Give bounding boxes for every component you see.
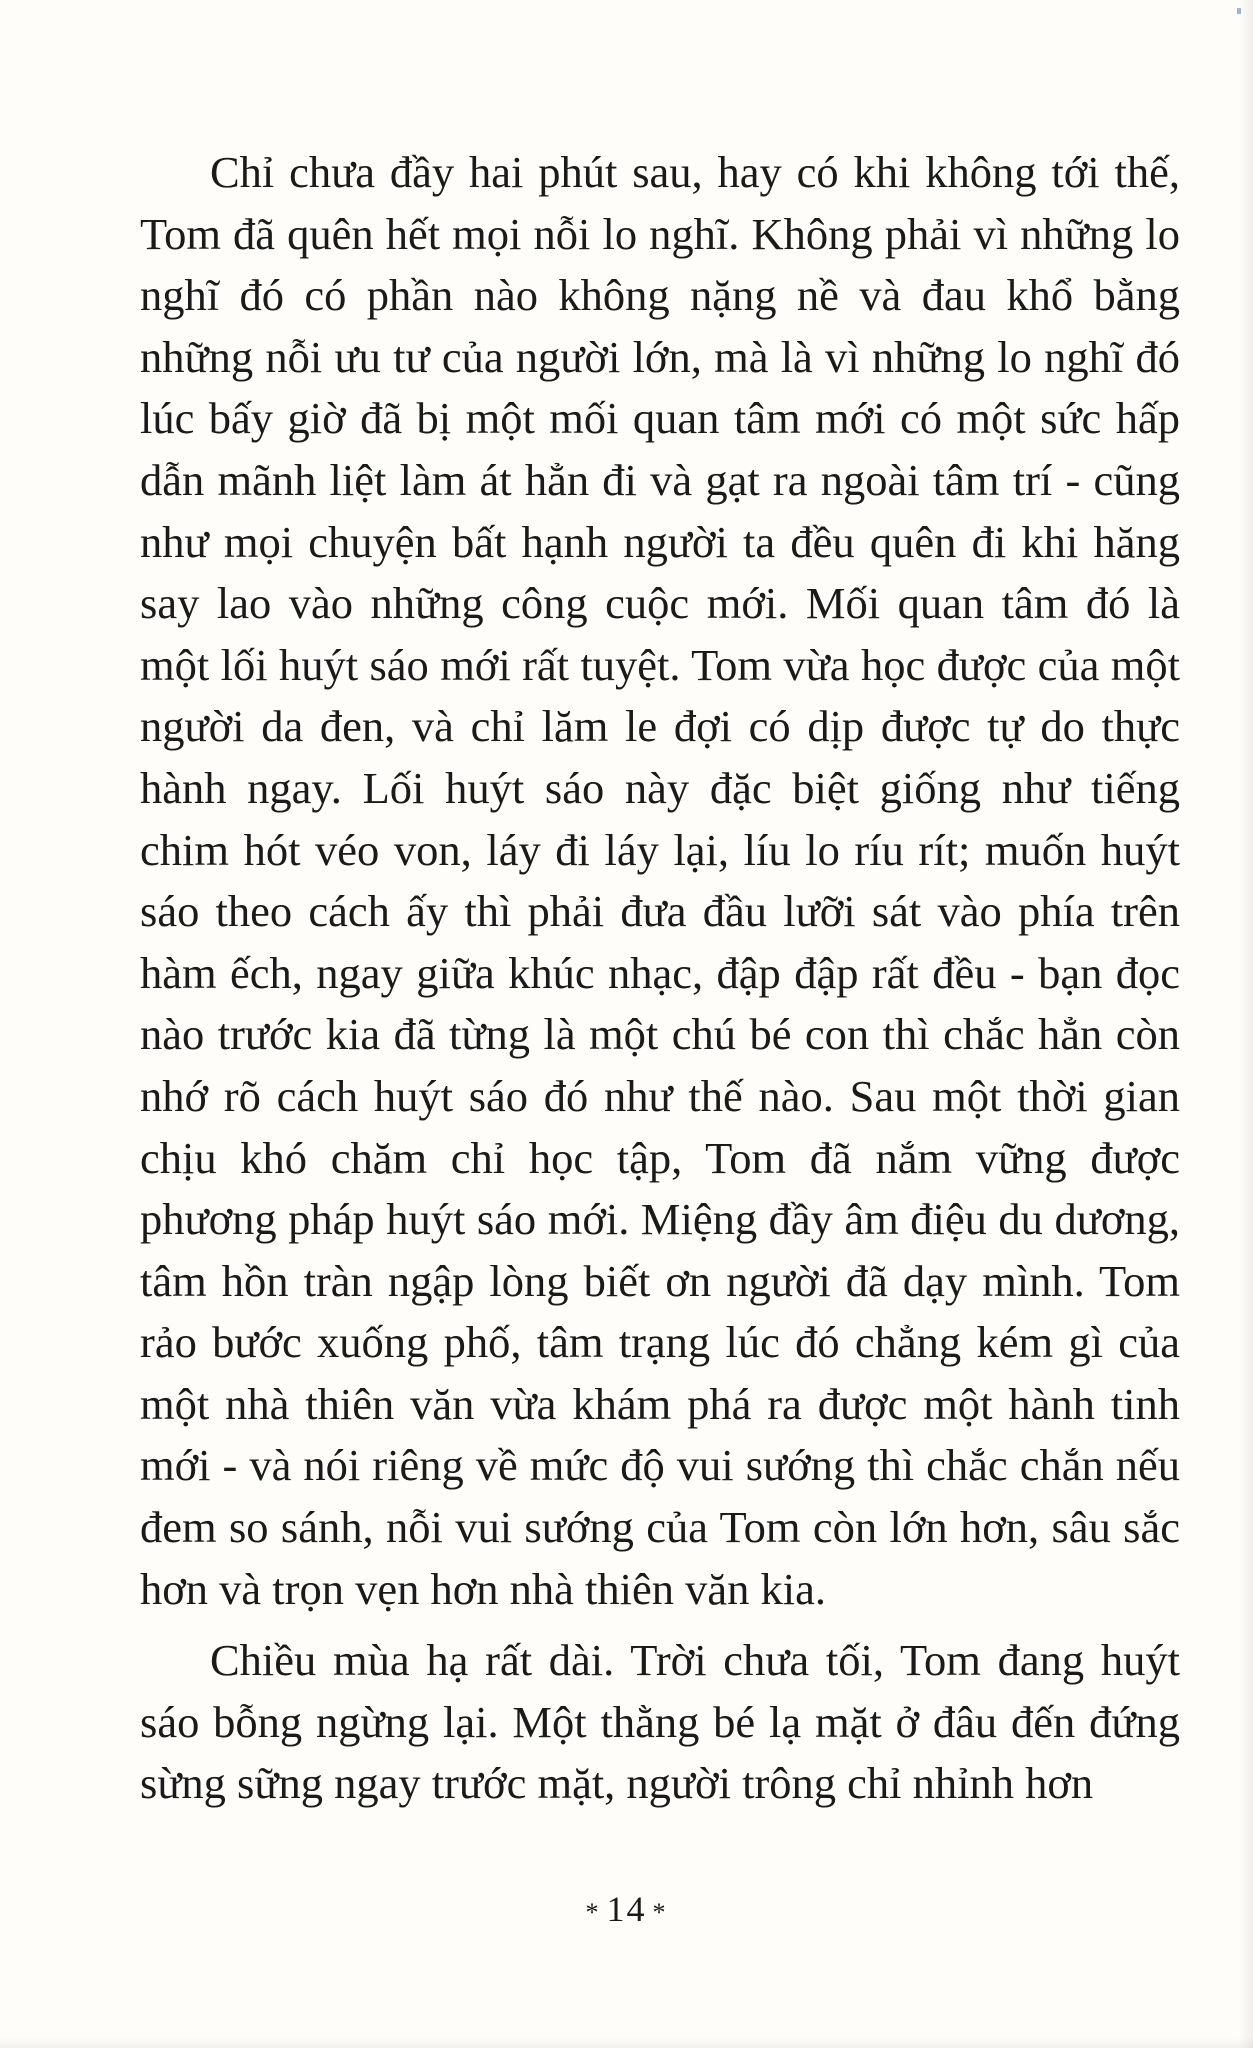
page-number-footer [0,1888,1253,1930]
paragraph-1: Chỉ chưa đầy hai phút sau, hay có khi không tới thế, Tom đã quên hết mọi nỗi lo nghĩ. Không phải vì những lo nghĩ đó có phần nào không nặng nề và đau khổ bằng những nỗi ưu tư của người lớn, mà là vì những lo nghĩ đó lúc bấy giờ đã bị một mối quan tâm mới có một sức hấp dẫn mãnh liệt làm át hẳn đi và gạt ra ngoài tâm trí - cũng như mọi chuyện bất hạnh người ta đều quên đi khi hăng say lao vào những công cuộc mới. Mối quan tâm đó là một lối huýt sáo mới rất tuyệt. Tom vừa học được của một người da đen, và chỉ lăm le đợi có dịp được tự do thực hành ngay. Lối huýt sáo này đặc biệt giống như tiếng chim hót véo von, láy đi láy lại, líu lo ríu rít; muốn huýt sáo theo cách ấy thì phải đưa đầu lưỡi sát vào phía trên hàm ếch, ngay giữa khúc nhạc, đập đập rất đều - bạn đọc nào trước kia đã từng là một chú bé con thì chắc hẳn còn nhớ rõ cách huýt sáo đó như thế nào. Sau một thời gian chịu khó chăm chỉ học tập, Tom đã nắm vững được phương pháp huýt sáo mới. Miệng đầy âm điệu du dương, tâm hồn tràn ngập lòng biết ơn người đã dạy mình. Tom rảo bước xuống phố, tâm trạng lúc đó chẳng kém gì của một nhà thiên văn vừa khám phá ra được một hành tinh mới - và nói riêng về mức độ vui sướng thì chắc chắn nếu đem so sánh, nỗi vui sướng của Tom còn lớn hơn, sâu sắc hơn và trọn vẹn hơn nhà thiên văn kia. [140,147,1180,1614]
page-bottom-edge [0,2038,1253,2048]
page-number: 14 [606,1889,647,1929]
body-text [140,142,1180,1815]
ornament-star-left: * [585,1897,601,1927]
page-edge-shadow [1239,0,1253,2048]
paragraph-2: Chiều mùa hạ rất dài. Trời chưa tối, Tom đang huýt sáo bỗng ngừng lại. Một thằng bé lạ mặt ở đâu đến đứng sừng sững ngay trước mặt, người trông chỉ nhỉnh hơn [140,1635,1180,1809]
ornament-star-right: * [652,1897,668,1927]
